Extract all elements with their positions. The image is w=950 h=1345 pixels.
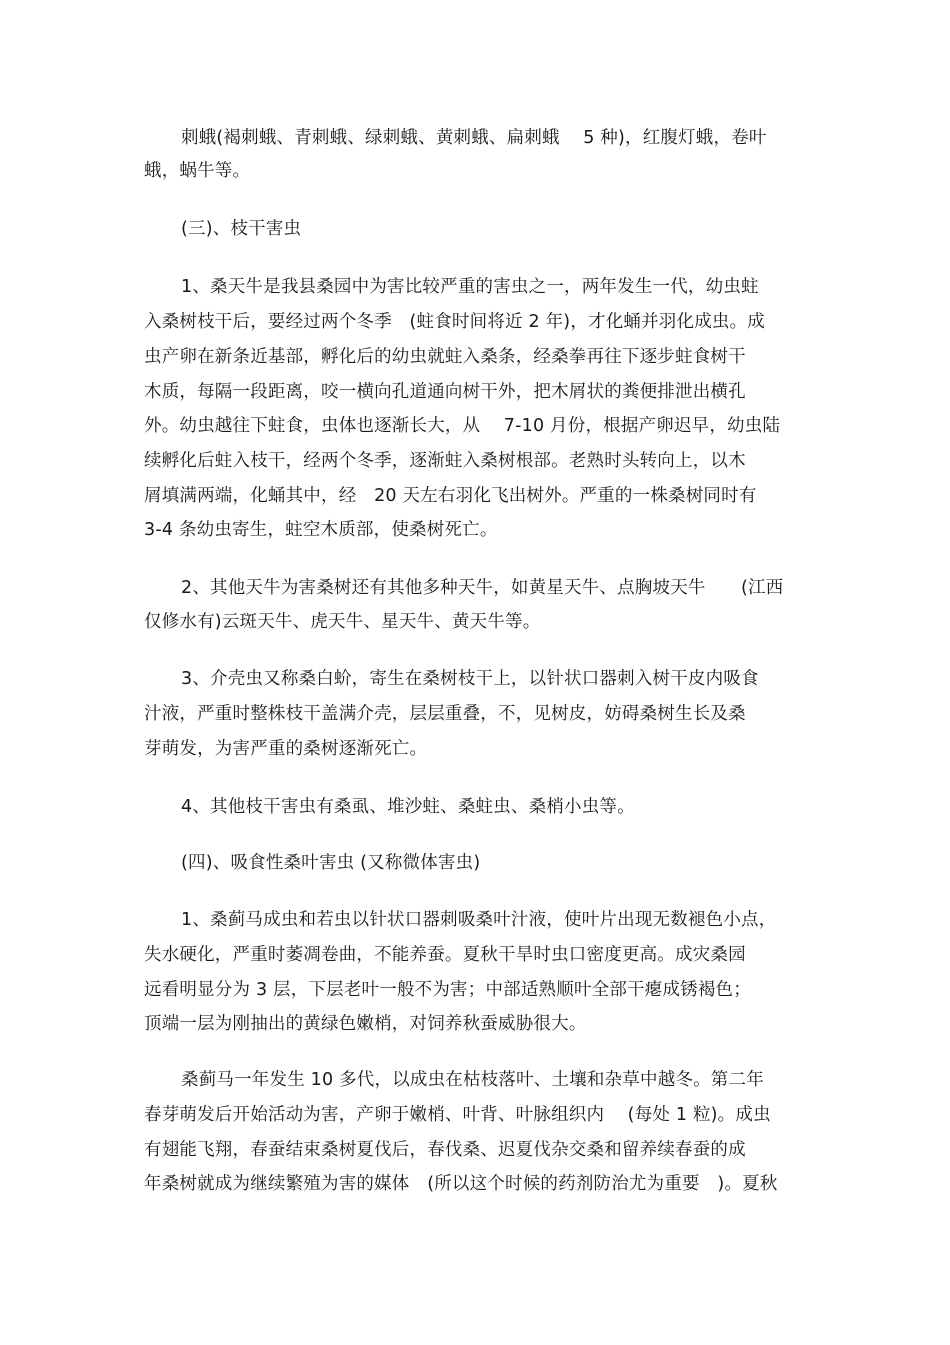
paragraph-2-line-1: 1、桑天牛是我县桑园中为害比较严重的害虫之一，两年发生一代，幼虫蛀	[181, 277, 759, 297]
paragraph-7-line-2: 春芽萌发后开始活动为害，产卵于嫩梢、叶背、叶脉组织内 (每处 1 粒)。成虫	[144, 1105, 771, 1125]
paragraph-1-line-2: 蛾，蜗牛等。	[144, 161, 251, 181]
paragraph-7-line-3: 有翅能飞翔，春蚕结束桑树夏伐后，春伐桑、迟夏伐杂交桑和留养续春蚕的成	[144, 1140, 746, 1160]
paragraph-6-line-2: 失水硬化，严重时萎凋卷曲，不能养蚕。夏秋干旱时虫口密度更高。成灾桑园	[144, 945, 746, 965]
paragraph-6-line-1: 1、桑蓟马成虫和若虫以针状口器刺吸桑叶汁液，使叶片出现无数褪色小点，	[181, 910, 777, 930]
paragraph-2-line-7: 屑填满两端，化蛹其中，经 20 天左右羽化飞出树外。严重的一株桑树同时有	[144, 486, 757, 506]
paragraph-7-line-4: 年桑树就成为继续繁殖为害的媒体 (所以这个时候的药剂防治尤为重要 )。夏秋	[144, 1174, 778, 1194]
paragraph-4-line-1: 3、介壳虫又称桑白蚧，寄生在桑树枝干上，以针状口器刺入树干皮内吸食	[181, 669, 759, 689]
section-heading-3: (三)、枝干害虫	[181, 219, 302, 239]
paragraph-3-line-1: 2、其他天牛为害桑树还有其他多种天牛，如黄星天牛、点胸坡天牛 (江西	[181, 578, 784, 598]
paragraph-2-line-6: 续孵化后蛀入枝干，经两个冬季，逐渐蛀入桑树根部。老熟时头转向上，以木	[144, 451, 746, 471]
paragraph-5-line-1: 4、其他枝干害虫有桑虱、堆沙蛀、桑蛀虫、桑梢小虫等。	[181, 797, 635, 817]
paragraph-4-line-3: 芽萌发，为害严重的桑树逐渐死亡。	[144, 739, 428, 759]
paragraph-6-line-4: 顶端一层为刚抽出的黄绿色嫩梢，对饲养秋蚕威胁很大。	[144, 1014, 587, 1034]
paragraph-7-line-1: 桑蓟马一年发生 10 多代，以成虫在枯枝落叶、土壤和杂草中越冬。第二年	[181, 1070, 764, 1090]
paragraph-6-line-3: 远看明显分为 3 层，下层老叶一般不为害；中部适熟顺叶全部干瘪成锈褐色；	[144, 980, 751, 1000]
paragraph-2-line-3: 虫产卵在新条近基部，孵化后的幼虫就蛀入桑条，经桑拳再往下逐步蛀食树干	[144, 347, 746, 367]
paragraph-2-line-5: 外。幼虫越往下蛀食，虫体也逐渐长大，从 7-10 月份，根据产卵迟早，幼虫陆	[144, 416, 781, 436]
paragraph-4-line-2: 汁液，严重时整株枝干盖满介壳，层层重叠，不，见树皮，妨碍桑树生长及桑	[144, 704, 746, 724]
paragraph-2-line-2: 入桑树枝干后，要经过两个冬季 (蛀食时间将近 2 年)，才化蛹并羽化成虫。成	[144, 312, 766, 332]
paragraph-1-line-1: 刺蛾(褐刺蛾、青刺蛾、绿刺蛾、黄刺蛾、扁刺蛾 5 种)，红腹灯蛾，卷叶	[181, 128, 767, 148]
paragraph-3-line-2: 仅修水有)云斑天牛、虎天牛、星天牛、黄天牛等。	[144, 612, 541, 632]
paragraph-2-line-4: 木质，每隔一段距离，咬一横向孔道通向树干外，把木屑状的粪便排泄出横孔	[144, 382, 746, 402]
section-heading-4: (四)、吸食性桑叶害虫 (又称微体害虫)	[181, 853, 481, 873]
paragraph-2-line-8: 3-4 条幼虫寄生，蛀空木质部，使桑树死亡。	[144, 520, 498, 540]
